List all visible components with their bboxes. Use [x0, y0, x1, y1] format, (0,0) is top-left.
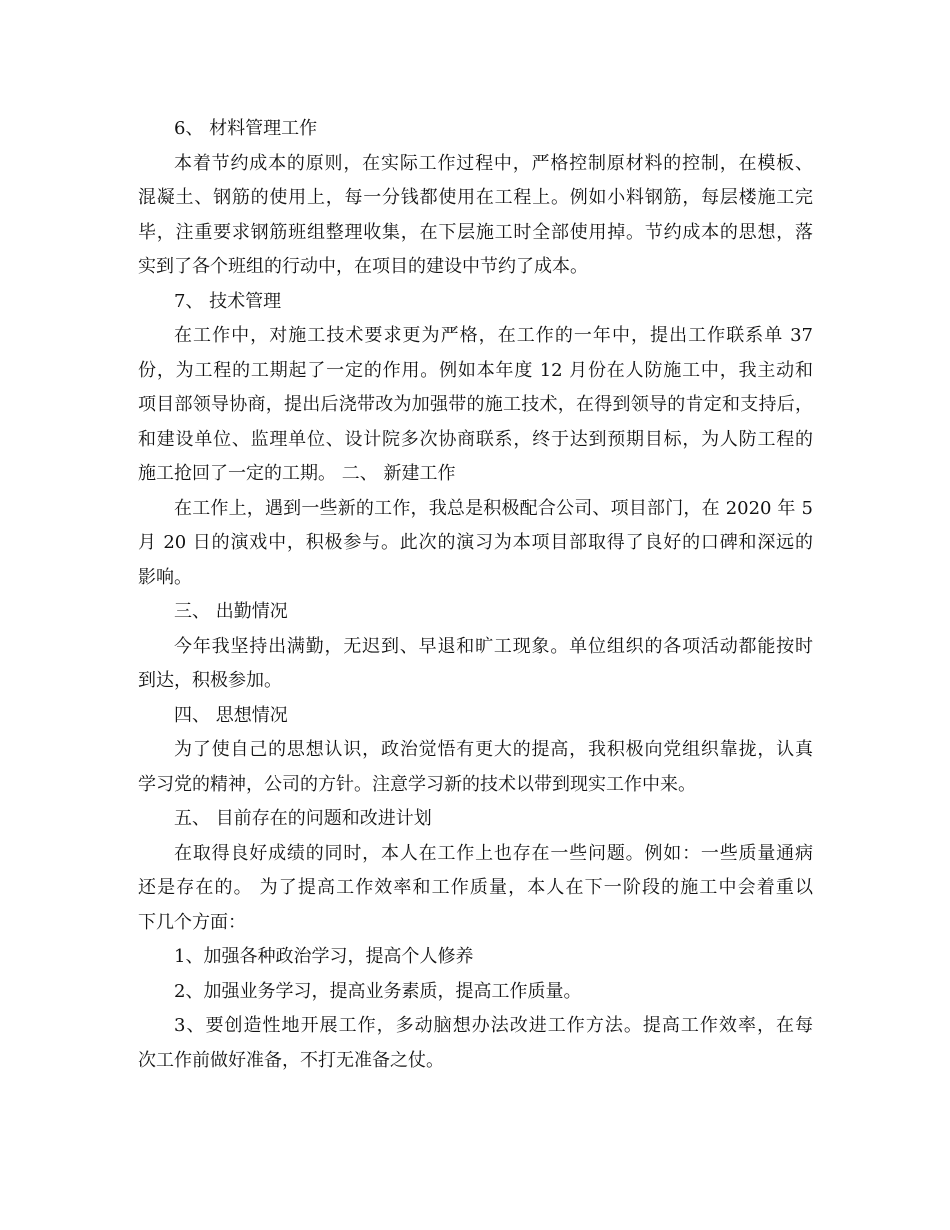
paragraph-line: 月 20 日的演戏中，积极参与。此次的演习为本项目部取得了良好的口碑和深远的	[138, 532, 813, 553]
section-heading: 6、 材料管理工作	[174, 118, 318, 139]
section-heading: 五、 目前存在的问题和改进计划	[174, 808, 432, 829]
section-heading: 三、 出勤情况	[174, 601, 288, 622]
paragraph-line: 在工作中，对施工技术要求更为严格，在工作的一年中，提出工作联系单 37	[174, 325, 813, 346]
paragraph-line: 实到了各个班组的行动中，在项目的建设中节约了成本。	[138, 256, 588, 277]
list-item: 1、加强各种政治学习，提高个人修养	[174, 946, 474, 967]
section-heading: 7、 技术管理	[174, 290, 282, 312]
paragraph-line: 混凝土、钢筋的使用上，每一分钱都使用在工程上。例如小料钢筋，每层楼施工完	[138, 187, 813, 208]
paragraph-line: 份，为工程的工期起了一定的作用。例如本年度 12 月份在人防施工中，我主动和	[138, 359, 813, 381]
paragraph-line: 到达，积极参加。	[138, 670, 282, 691]
list-item: 2、加强业务学习，提高业务素质，提高工作质量。	[174, 980, 582, 1002]
section-heading: 四、 思想情况	[174, 704, 288, 726]
document-body	[138, 112, 813, 1078]
paragraph-line: 项目部领导协商，提出后浇带改为加强带的施工技术，在得到领导的肯定和支持后，	[138, 394, 813, 415]
paragraph-line: 为了使自己的思想认识，政治觉悟有更大的提高，我积极向党组织靠拢，认真	[174, 739, 813, 760]
paragraph-line: 影响。	[138, 566, 192, 588]
paragraph-line: 施工抢回了一定的工期。 二、 新建工作	[138, 463, 456, 484]
paragraph-line: 毕，注重要求钢筋班组整理收集，在下层施工时全部使用掉。节约成本的思想，落	[138, 221, 813, 243]
paragraph-line: 在取得良好成绩的同时，本人在工作上也存在一些问题。例如：一些质量通病	[174, 842, 813, 864]
list-item: 3、要创造性地开展工作，多动脑想办法改进工作方法。提高工作效率，在每	[174, 1015, 813, 1036]
paragraph-line: 今年我坚持出满勤，无迟到、早退和旷工现象。单位组织的各项活动都能按时	[174, 635, 813, 657]
paragraph-line: 和建设单位、监理单位、设计院多次协商联系，终于达到预期目标，为人防工程的	[138, 428, 813, 450]
paragraph-line: 本着节约成本的原则，在实际工作过程中，严格控制原材料的控制，在模板、	[174, 152, 813, 174]
paragraph-line: 次工作前做好准备，不打无准备之仗。	[138, 1049, 444, 1071]
paragraph-line: 还是存在的。 为了提高工作效率和工作质量，本人在下一阶段的施工中会着重以	[138, 877, 813, 898]
paragraph-line: 下几个方面：	[138, 911, 246, 933]
paragraph-line: 在工作上，遇到一些新的工作，我总是积极配合公司、项目部门，在 2020 年 5	[174, 497, 813, 519]
paragraph-line: 学习党的精神，公司的方针。注意学习新的技术以带到现实工作中来。	[138, 773, 696, 795]
